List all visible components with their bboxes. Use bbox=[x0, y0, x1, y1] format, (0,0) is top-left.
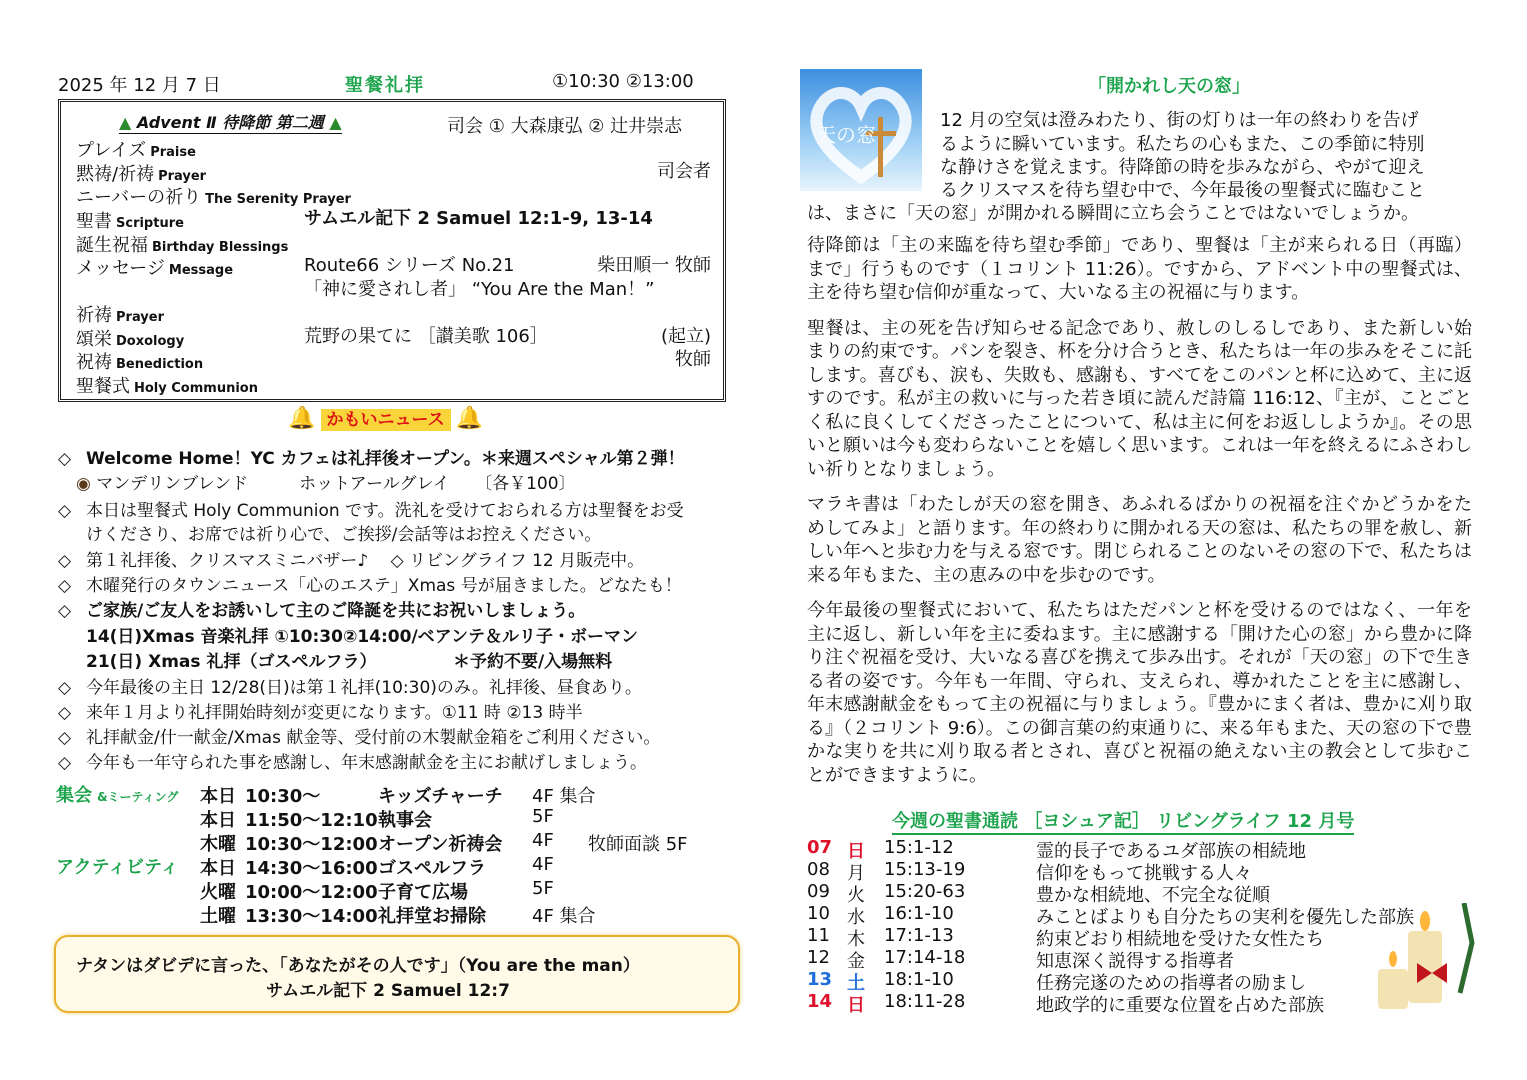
meeting-name: 礼拝堂お掃除 bbox=[378, 906, 486, 927]
candle-icon bbox=[1372, 903, 1478, 1013]
reading-description: みことばよりも自分たちの実利を優先した部族 bbox=[1036, 907, 1414, 928]
news-item: ◇ ご家族/ご友人をお誘いして主のご降誕を共にお祝いしましょう。 bbox=[58, 601, 586, 621]
order-item-ja: 聖書 bbox=[76, 211, 112, 232]
news-item: ◇ 今年も一年守られた事を感謝し、年末感謝献金を主にお献げしましょう。 bbox=[58, 753, 647, 773]
news-item: 21(日) Xmas 礼拝（ゴスペルフラ） ＊予約不要/入場無料 bbox=[86, 652, 613, 672]
reading-description: 豊かな相続地、不完全な従順 bbox=[1036, 885, 1270, 906]
order-item-en: Prayer bbox=[158, 169, 207, 184]
image-caption: 天の窓 bbox=[816, 123, 876, 147]
reading-date: 11 bbox=[807, 925, 830, 946]
memory-verse-box bbox=[54, 935, 740, 1013]
order-item-leader: 司会者 bbox=[657, 161, 711, 182]
diamond-icon: ◇ bbox=[58, 576, 72, 596]
reading-date: 08 bbox=[807, 859, 830, 880]
reading-verse: 17:14-18 bbox=[884, 947, 966, 968]
meeting-extra: 牧師面談 5F bbox=[588, 834, 688, 855]
order-item-ja: プレイズ bbox=[76, 140, 147, 161]
order-item-ja: 祝祷 bbox=[76, 352, 112, 373]
essay-line: るように瞬いています。私たちの心もまた、この季節に特別 bbox=[940, 134, 1425, 155]
essay-paragraph: マラキ書は「わたしが天の窓を開き、あふれるばかりの祝福を注ぐかどうかをためしてみよ」と語ります。年の終わりに開かれる天の窓は、私たちの罪を赦し、新しい年へと歩む力を与える窓です。閉じられることのないその窓の下で、私たちは来る年もまた、主の恵みの中を歩むのです。 bbox=[807, 494, 1472, 586]
reading-description: 霊的長子であるユダ部族の相続地 bbox=[1036, 841, 1306, 862]
meeting-day: 本日 bbox=[200, 858, 236, 879]
bells-icon: 🔔 bbox=[288, 406, 316, 431]
reading-verse: 17:1-13 bbox=[884, 925, 954, 946]
service-date: 2025 年 12 月 7 日 bbox=[58, 75, 221, 96]
reading-date: 12 bbox=[807, 947, 830, 968]
meeting-time: 10:00～12:00 bbox=[245, 882, 378, 903]
news-item: ◇ 来年１月より礼拝開始時刻が変更になります。①11 時 ②13 時半 bbox=[58, 703, 583, 723]
diamond-icon: ◇ bbox=[58, 601, 72, 621]
meeting-time: 13:30～14:00 bbox=[245, 906, 378, 927]
news-item: ◇ 今年最後の主日 12/28(日)は第１礼拝(10:30)のみ。礼拝後、昼食あり。 bbox=[58, 678, 642, 698]
diamond-icon: ◇ bbox=[58, 703, 72, 723]
meeting-name: ゴスペルフラ bbox=[378, 858, 486, 879]
diamond-icon: ◇ bbox=[58, 753, 72, 773]
diamond-icon: ◇ bbox=[58, 449, 72, 469]
reading-description: 約束どおり相続地を受けた女性たち bbox=[1036, 929, 1324, 950]
reading-verse: 18:1-10 bbox=[884, 969, 954, 990]
meeting-label: 集会 &ミーティング bbox=[56, 785, 179, 806]
essay-title: 「開かれし天の窓」 bbox=[1088, 76, 1250, 97]
reading-weekday: 月 bbox=[847, 863, 865, 884]
order-item bbox=[76, 136, 196, 162]
diamond-icon: ◇ bbox=[58, 551, 72, 571]
news-item: ◇ 礼拝献金/什一献金/Xmas 献金等、受付前の木製献金箱をご利用ください。 bbox=[58, 728, 661, 748]
order-item bbox=[76, 348, 203, 374]
order-item-detail: 「神に愛されし者」 “You Are the Man！” bbox=[304, 279, 655, 300]
bells-icon: 🔔 bbox=[455, 406, 484, 431]
meeting-day: 木曜 bbox=[200, 834, 236, 855]
reading-verse: 15:1-12 bbox=[884, 837, 954, 858]
reading-weekday: 土 bbox=[847, 973, 865, 994]
reading-weekday: 金 bbox=[847, 951, 865, 972]
order-item-ja: 頌栄 bbox=[76, 329, 112, 350]
reading-verse: 15:20-63 bbox=[884, 881, 966, 902]
heaven-window-image bbox=[800, 69, 922, 191]
reading-date: 10 bbox=[807, 903, 830, 924]
reading-description: 地政学的に重要な位置を占めた部族 bbox=[1036, 995, 1324, 1016]
order-item-ja: 黙祷/祈祷 bbox=[76, 164, 155, 185]
reading-description: 知恵深く説得する指導者 bbox=[1036, 951, 1234, 972]
order-item-detail: Route66 シリーズ No.21 bbox=[304, 255, 515, 276]
news-item: ◇ 本日は聖餐式 Holy Communion です。洗礼を受けておられる方は聖餐をお受 bbox=[58, 501, 684, 521]
meeting-place: 4F bbox=[532, 830, 554, 851]
meeting-name: キッズチャーチ bbox=[378, 786, 503, 807]
reading-weekday: 日 bbox=[847, 841, 865, 862]
essay-paragraph: 今年最後の聖餐式において、私たちはただパンと杯を受けるのではなく、一年を主に返し、新しい年を主に委ねます。主に感謝する「開けた心の窓」から豊かに降り注ぐ祝福を受け、大いなる喜びを携えて歩み出す。それが「天の窓」の下で生きる者の姿です。今年も一年間、守られ、支えられ、導かれたことを主に感謝し、年末感謝献金をもって主の祝福に与りましょう。『豊かにまく者は、豊かに刈り取る』（２コリント 9:6）。この御言葉の約束通りに、来る年もまた、天の窓の下で豊かな実りを共に刈り取る者とされ、喜びと祝福の絶えない主の教会として歩むことができますように。 bbox=[807, 600, 1472, 786]
meeting-place: 4F 集合 bbox=[532, 786, 596, 807]
order-item-ja: ニーバーの祈り bbox=[76, 187, 202, 208]
order-item bbox=[76, 254, 233, 280]
news-item: ◇ 第１礼拝後、クリスマスミニバザー♪ ◇ リビングライフ 12 月販売中。 bbox=[58, 551, 645, 571]
order-item-ja: 祈祷 bbox=[76, 305, 112, 326]
essay-line: な静けさを覚えます。待降節の時を歩みながら、やがて迎え bbox=[940, 157, 1425, 178]
order-item bbox=[76, 301, 164, 327]
reading-date: 07 bbox=[807, 837, 833, 858]
order-of-worship-box bbox=[58, 99, 726, 402]
meeting-day: 本日 bbox=[200, 810, 236, 831]
meeting-name: 執事会 bbox=[378, 810, 432, 831]
meeting-day: 火曜 bbox=[200, 882, 236, 903]
reading-weekday: 木 bbox=[847, 929, 865, 950]
activity-label: アクティビティ bbox=[56, 857, 179, 878]
meeting-time: 14:30～16:00 bbox=[245, 858, 378, 879]
diamond-icon: ◇ bbox=[58, 501, 72, 521]
service-times: ①10:30 ②13:00 bbox=[552, 71, 694, 92]
order-item-detail: 荒野の果てに ［讃美歌 106］ bbox=[304, 326, 548, 347]
order-item-en: Birthday Blessings bbox=[152, 240, 289, 255]
presider-line: 司会 ① 大森康弘 ② 辻井崇志 bbox=[447, 116, 683, 137]
news-item: ◇ 木曜発行のタウンニュース「心のエステ」Xmas 号が届きました。どなたも！ bbox=[58, 576, 682, 596]
order-item-en: Holy Communion bbox=[134, 381, 258, 396]
reading-date: 09 bbox=[807, 881, 830, 902]
coffee-bean-icon: ◉ bbox=[76, 474, 91, 494]
order-item-detail: サムエル記下 2 Samuel 12:1-9, 13-14 bbox=[304, 208, 653, 229]
verse-reference: サムエル記下 2 Samuel 12:7 bbox=[266, 981, 510, 1001]
tree-icon: ▲ bbox=[119, 113, 132, 132]
news-item: けくださり、お席では祈り心で、ご挨拶/会話等はお控えください。 bbox=[86, 525, 602, 545]
meeting-time: 11:50～12:10 bbox=[245, 810, 378, 831]
reading-date: 13 bbox=[807, 969, 833, 990]
order-item-leader: 柴田順一 牧師 bbox=[597, 255, 711, 276]
news-item: ◉ マンデリンブレンド ホットアールグレイ 〔各￥100〕 bbox=[76, 474, 576, 494]
reading-description: 任務完遂のための指導者の励まし bbox=[1036, 973, 1306, 994]
reading-description: 信仰をもって挑戦する人々 bbox=[1036, 863, 1252, 884]
reading-weekday: 日 bbox=[847, 995, 865, 1016]
order-item-leader: (起立) bbox=[660, 326, 711, 347]
service-title: 聖餐礼拝 bbox=[345, 75, 425, 96]
reading-verse: 18:11-28 bbox=[884, 991, 966, 1012]
order-item-en: Benediction bbox=[116, 357, 204, 372]
order-item-en: Praise bbox=[150, 145, 196, 160]
meeting-place: 5F bbox=[532, 878, 554, 899]
order-item bbox=[76, 372, 258, 398]
meeting-time: 10:30～12:00 bbox=[245, 834, 378, 855]
order-item-en: Prayer bbox=[116, 310, 165, 325]
reading-date: 14 bbox=[807, 991, 833, 1012]
order-item-leader: 牧師 bbox=[675, 349, 711, 370]
order-item-en: Message bbox=[168, 263, 234, 278]
news-heading: 🔔 かもいニュース 🔔 bbox=[288, 406, 484, 431]
diamond-icon: ◇ bbox=[58, 728, 72, 748]
verse-text: ナタンはダビデに言った、「あなたがその人です」（You are the man） bbox=[76, 956, 640, 976]
reading-weekday: 水 bbox=[847, 907, 865, 928]
reading-verse: 16:1-10 bbox=[884, 903, 954, 924]
essay-line: 12 月の空気は澄みわたり、街の灯りは一年の終わりを告げ bbox=[940, 110, 1419, 131]
meeting-place: 4F bbox=[532, 854, 554, 875]
order-item-ja: メッセージ bbox=[76, 258, 165, 279]
order-item-ja: 聖餐式 bbox=[76, 376, 130, 397]
meeting-place: 4F 集合 bbox=[532, 906, 596, 927]
essay-line: は、まさに「天の窓」が開かれる瞬間に立ち会うことではないでしょうか。 bbox=[807, 203, 1419, 224]
meeting-place: 5F bbox=[532, 806, 554, 827]
order-item-en: Scripture bbox=[116, 216, 184, 231]
meeting-time: 10:30～ bbox=[245, 786, 321, 807]
advent-heading: ▲ Advent Ⅱ 待降節 第二週 ▲ bbox=[119, 110, 342, 134]
order-item bbox=[76, 207, 184, 233]
news-item: 14(日)Xmas 音楽礼拝 ①10:30②14:00/ベアンテ＆ルリ子・ボーマン bbox=[86, 627, 638, 647]
diamond-icon: ◇ bbox=[58, 678, 72, 698]
meeting-name: 子育て広場 bbox=[378, 882, 468, 903]
meeting-day: 本日 bbox=[200, 786, 236, 807]
meeting-day: 土曜 bbox=[200, 906, 236, 927]
essay-line: るクリスマスを待ち望む中で、今年最後の聖餐式に臨むこと bbox=[940, 180, 1425, 201]
bible-reading-title: 今週の聖書通読 ［ヨシュア記］ リビングライフ 12 月号 bbox=[892, 807, 1354, 835]
essay-paragraph: 待降節は「主の来臨を待ち望む季節」であり、聖餐は「主が来られる日（再臨）まで」行うものです（１コリント 11:26）。ですから、アドベント中の聖餐式は、主を待ち望む信仰が重なって、大いなる主の祝福に与ります。 bbox=[807, 235, 1472, 303]
reading-verse: 15:13-19 bbox=[884, 859, 966, 880]
tree-icon: ▲ bbox=[329, 113, 342, 132]
order-item-en: The Serenity Prayer bbox=[205, 192, 351, 207]
order-item-en: Doxology bbox=[116, 334, 185, 349]
essay-body bbox=[807, 234, 1472, 797]
reading-weekday: 火 bbox=[847, 885, 865, 906]
order-item-ja: 誕生祝福 bbox=[76, 235, 148, 256]
essay-paragraph: 聖餐は、主の死を告げ知らせる記念であり、赦しのしるしであり、また新しい始まりの約束です。パンを裂き、杯を分け合うとき、私たちは一年の歩みをそこに託します。喜びも、涙も、失敗も、感謝も、すべてをこのパンと杯に込めて、主に返すのです。私が主の救いに与った若き頃に読んだ詩篇 116:12、『主が、ことごとく私に良くしてくださったことについて、私は主に何をお返ししようか』。その思いと願いは今も変わらないことを嬉しく思います。これは一年を終えるにふさわしい祈りとなりましょう。 bbox=[807, 317, 1472, 480]
news-item: ◇ Welcome Home！YC カフェは礼拝後オープン。＊来週スペシャル第２弾！ bbox=[58, 449, 685, 469]
meeting-name: オープン祈祷会 bbox=[378, 834, 503, 855]
